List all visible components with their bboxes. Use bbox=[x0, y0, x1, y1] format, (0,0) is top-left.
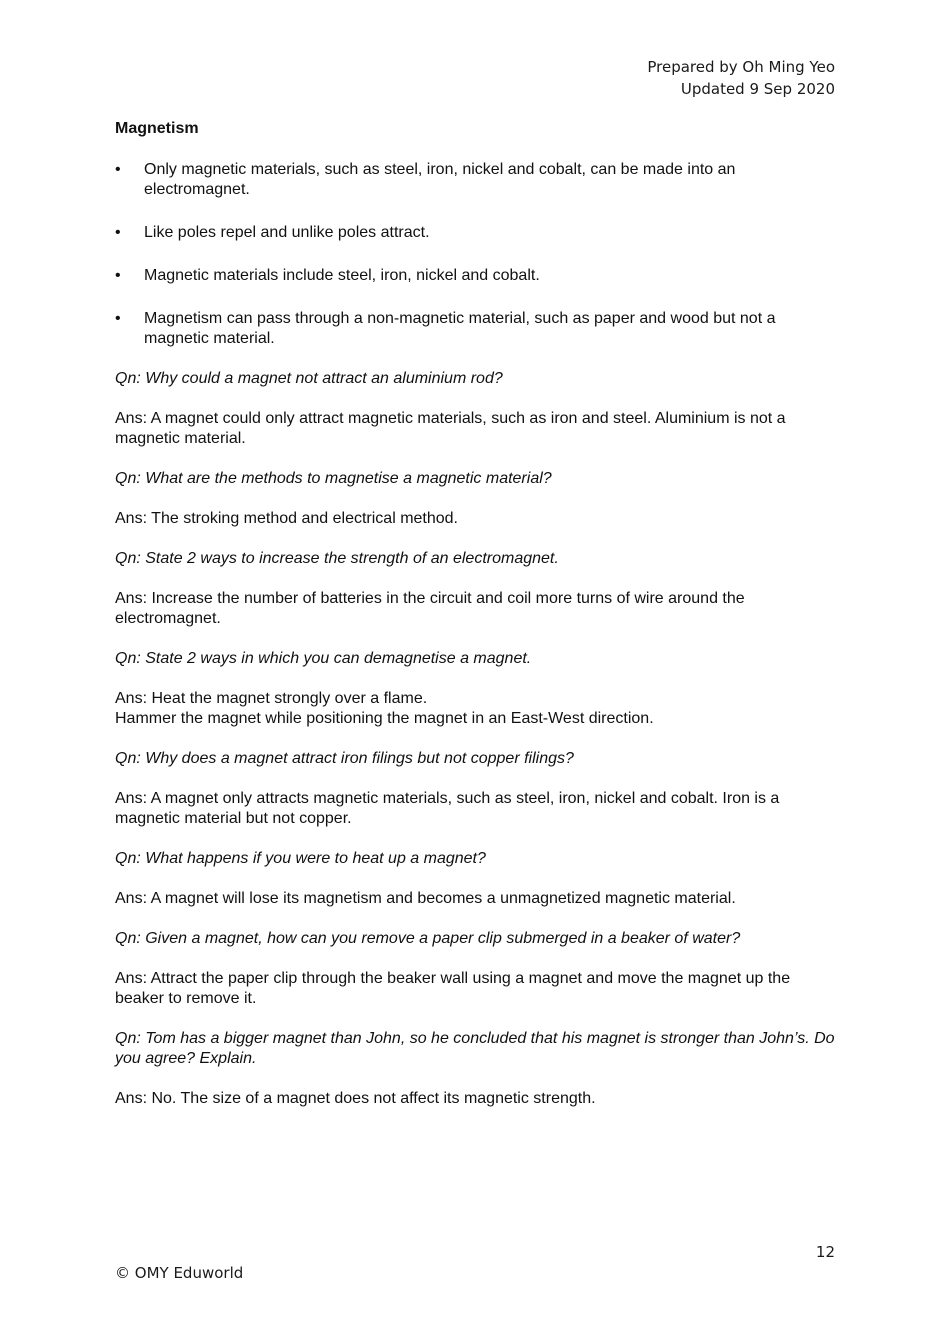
bullet-list bbox=[115, 160, 835, 349]
answer-text: Ans: Increase the number of batteries in the circuit and coil more turns of wire around the electromagnet. bbox=[115, 590, 745, 627]
question-text: Qn: Tom has a bigger magnet than John, so he concluded that his magnet is stronger than John’s. Do you agree? Explain. bbox=[115, 1030, 835, 1067]
bullet-text: Magnetic materials include steel, iron, nickel and cobalt. bbox=[144, 267, 540, 284]
question-text: Qn: What happens if you were to heat up a magnet? bbox=[115, 850, 486, 867]
bullet-item bbox=[115, 160, 835, 200]
section-heading: Magnetism bbox=[115, 120, 199, 137]
bullet-text: Magnetism can pass through a non-magnetic material, such as paper and wood but not a magnetic material. bbox=[144, 310, 776, 347]
answer-line: Hammer the magnet while positioning the magnet in an East-West direction. bbox=[115, 710, 654, 727]
answer-text: Ans: A magnet will lose its magnetism and becomes a unmagnetized magnetic material. bbox=[115, 890, 736, 907]
bullet-text: Like poles repel and unlike poles attract. bbox=[144, 224, 430, 241]
answer-text: Ans: A magnet only attracts magnetic materials, such as steel, iron, nickel and cobalt. Iron is a magnetic material but not copper. bbox=[115, 790, 780, 827]
bullet-icon: • bbox=[115, 161, 121, 178]
bullet-icon: • bbox=[115, 224, 121, 241]
question-text: Qn: State 2 ways in which you can demagnetise a magnet. bbox=[115, 650, 532, 667]
page-number: 12 bbox=[815, 1243, 835, 1261]
question-text: Qn: Why does a magnet attract iron filings but not copper filings? bbox=[115, 750, 574, 767]
question-text: Qn: State 2 ways to increase the strength of an electromagnet. bbox=[115, 550, 559, 567]
updated-date-text: Updated 9 Sep 2020 bbox=[680, 80, 835, 98]
answer-text bbox=[115, 689, 835, 729]
main-content bbox=[115, 119, 835, 1129]
bullet-icon: • bbox=[115, 267, 121, 284]
qa-block bbox=[115, 649, 835, 729]
answer-text: Ans: No. The size of a magnet does not affect its magnetic strength. bbox=[115, 1090, 596, 1107]
bullet-text: Only magnetic materials, such as steel, iron, nickel and cobalt, can be made into an electromagnet. bbox=[144, 161, 736, 198]
bullet-item bbox=[115, 266, 835, 286]
answer-text: Ans: A magnet could only attract magnetic materials, such as iron and steel. Aluminium is not a magnetic material. bbox=[115, 410, 786, 447]
answer-line: Ans: Heat the magnet strongly over a flame. bbox=[115, 690, 428, 707]
qa-block bbox=[115, 1029, 835, 1109]
answer-text: Ans: The stroking method and electrical method. bbox=[115, 510, 458, 527]
qa-block bbox=[115, 549, 835, 629]
qa-block bbox=[115, 749, 835, 829]
bullet-icon: • bbox=[115, 310, 121, 327]
question-text: Qn: Why could a magnet not attract an aluminium rod? bbox=[115, 370, 503, 387]
qa-block bbox=[115, 929, 835, 1009]
bullet-item bbox=[115, 223, 835, 243]
bullet-item bbox=[115, 309, 835, 349]
prepared-by-text: Prepared by Oh Ming Yeo bbox=[647, 58, 835, 76]
answer-text: Ans: Attract the paper clip through the beaker wall using a magnet and move the magnet up the beaker to remove it. bbox=[115, 970, 791, 1007]
copyright-text: © OMY Eduworld bbox=[115, 1264, 244, 1282]
qa-block bbox=[115, 849, 835, 909]
page-header bbox=[647, 56, 835, 100]
question-text: Qn: Given a magnet, how can you remove a paper clip submerged in a beaker of water? bbox=[115, 930, 741, 947]
question-text: Qn: What are the methods to magnetise a magnetic material? bbox=[115, 470, 552, 487]
qa-block bbox=[115, 369, 835, 449]
qa-block bbox=[115, 469, 835, 529]
